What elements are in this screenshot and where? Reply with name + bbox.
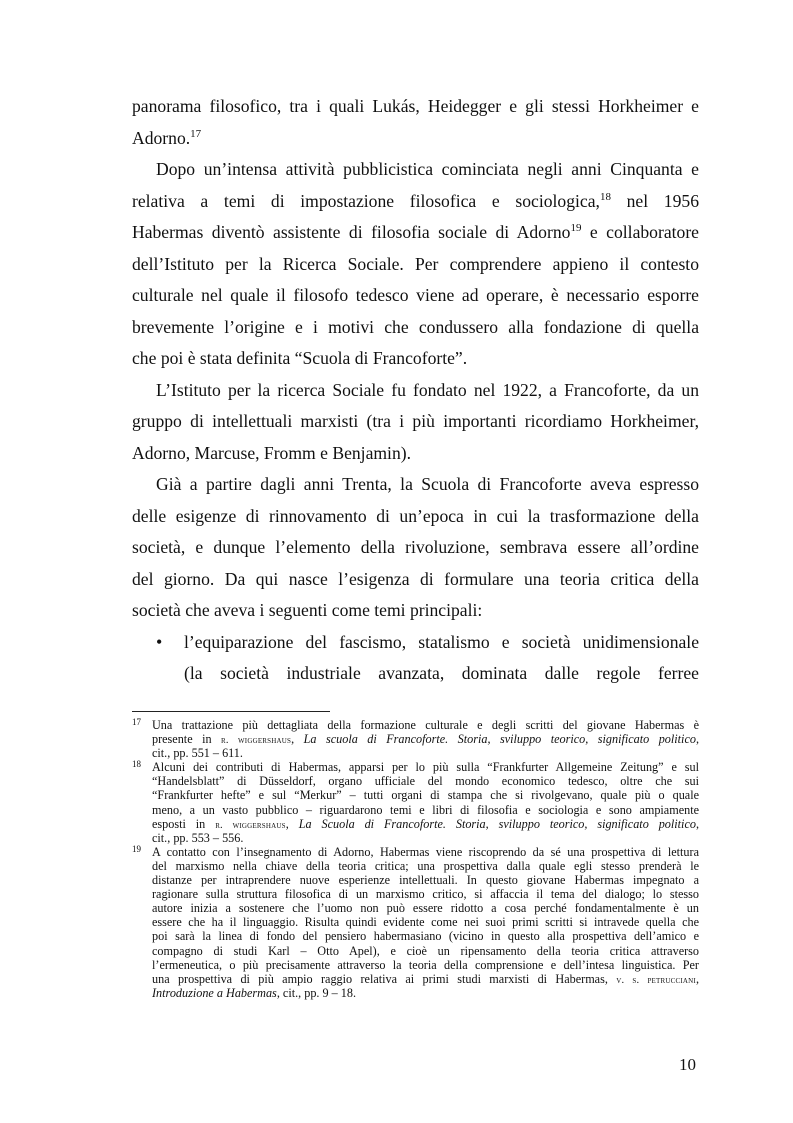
text-span: Adorno. (132, 127, 191, 148)
text-line: gruppo di intellettuali marxisti (tra i più importanti ricordiamo Horkheimer, (132, 411, 699, 431)
text-span: relativa a temi di impostazione filosofica e sociologica, (132, 190, 600, 211)
text-span: una prospettiva di più ampio raggio relativa ai primi studi marxisti di Habermas, (152, 971, 617, 986)
text-line: Adorno, Marcuse, Fromm e Benjamin). (132, 442, 412, 463)
author-name: v. s. petrucciani (616, 974, 696, 986)
book-title: Introduzione a Habermas (152, 985, 277, 1000)
footnote-line (152, 986, 699, 1000)
text-line: panorama filosofico, tra i quali Lukás, Heidegger e gli stessi Horkheimer e (132, 96, 699, 116)
text-line (132, 123, 699, 155)
author-name: r. wiggershaus (221, 735, 292, 747)
text-line: L’Istituto per la ricerca Sociale fu fondato nel 1922, a Francoforte, da un (156, 379, 699, 400)
text-line: Dopo un’intensa attività pubblicistica cominciata negli anni Cinquanta e (156, 159, 699, 179)
bullet-item (132, 627, 699, 659)
footnote-line: cit., pp. 553 – 556. (152, 830, 244, 845)
text-span: , (695, 732, 699, 747)
footnote-line: l’ermeneutica, o più precisamente attraverso la teoria della comprensione e dell’intesa linguistica. Per (152, 957, 699, 972)
footnote-line: “Handelsblatt” di Düsseldorf, organo ufficiale del mondo economico tedesco, oltre che sui (152, 774, 699, 789)
text-span: Habermas diventò assistente di filosofia sociale di Adorno (132, 222, 571, 242)
text-line: culturale nel quale il filosofo tedesco viene ad operare, è necessario esporre (132, 285, 699, 305)
footnote-ref-18[interactable]: 18 (599, 190, 611, 203)
text-span: nel 1956 (610, 190, 699, 211)
footnote-line: poi sarà la linea di fondo del pensiero habermasiano (vicino in questo alla prospettiva dell’amico e (152, 929, 699, 944)
footnote-line: distanze per intraprendere nuove esperienze intellettuali. In questo giovane Habermas impegnato a (152, 873, 699, 888)
footnote-number: 19 (132, 843, 141, 854)
text-line: brevemente l’origine e i motivi che condussero alla fondazione di quella (132, 316, 699, 337)
body-text (132, 91, 699, 690)
footnote-line: cit., pp. 551 – 611. (152, 746, 243, 761)
text-line: dell’Istituto per la Ricerca Sociale. Per comprendere appieno il contesto (132, 253, 699, 274)
text-span: e collaboratore (581, 222, 699, 242)
text-line: società che aveva i seguenti come temi principali: (132, 600, 483, 620)
footnote-line: presente in r. wiggershaus, La scuola di Francoforte. Storia, sviluppo teorico, significato politico, (152, 732, 699, 747)
text-span: , cit., pp. 9 – 18. (276, 985, 357, 1000)
footnote-line: ragionare sulla struttura filosofica di un marxismo critico, si affaccia il tema del dialogo; lo stesso (152, 887, 699, 902)
footnote-line: esposti in r. wiggershaus, La Scuola di Francoforte. Storia, sviluppo teorico, significato politico, (152, 816, 699, 831)
footnote-line: Una trattazione più dettagliata della formazione culturale e degli scritti del giovane Habermas è (152, 718, 699, 732)
footnote-line: del marxismo nella chiave della teoria critica; una prospettiva dalla quale egli stesso prenderà le (152, 858, 699, 873)
footnote-number: 18 (132, 759, 141, 770)
text-line: (la società industriale avanzata, dominata dalle regole ferree (184, 663, 699, 683)
footnote-17 (132, 718, 699, 760)
footnote-line (152, 972, 699, 986)
footnote-19 (132, 845, 699, 1000)
text-line: del giorno. Da qui nasce l’esigenza di formulare una teoria critica della (132, 568, 699, 589)
text-span: l’equiparazione del fascismo, statalismo e società unidimensionale (184, 631, 699, 652)
footnote-line: compagno di studi Karl – Otto Apel), e cioè un ripensamento della teoria critica attraverso (152, 943, 699, 958)
text-line: che poi è stata definita “Scuola di Francoforte”. (132, 348, 468, 368)
footnote-number: 17 (132, 717, 141, 727)
text-line (132, 217, 699, 249)
footnote-18 (132, 760, 699, 845)
text-span: presente in (152, 732, 222, 747)
page-number: 10 (679, 1055, 696, 1074)
footnote-line: “Frankfurter hefte” e sul “Merkur” – tutti organi di stampa che si rivolgevano, quale più o quale (152, 788, 699, 803)
text-span: esposti in (152, 816, 216, 831)
book-title: La Scuola di Francoforte. Storia, sviluppo teorico, significato politico (298, 816, 696, 831)
text-line: delle esigenze di rinnovamento di un’epoca in cui la trasformazione della (132, 505, 699, 526)
footnote-line: Alcuni dei contributi di Habermas, apparsi per lo più sulla “Frankfurter Allgemeine Zeitung” e sul (152, 760, 699, 775)
footnote-line: A contatto con l’insegnamento di Adorno, Habermas viene riscoprendo da sé una prospettiva di lettura (152, 844, 699, 859)
text-line: Già a partire dagli anni Trenta, la Scuola di Francoforte aveva espresso (156, 474, 699, 494)
book-title: La scuola di Francoforte. Storia, sviluppo teorico, significato politico (303, 732, 696, 747)
text-span: , (695, 971, 699, 986)
footnotes (132, 718, 699, 1000)
author-name: r. wiggershaus (215, 819, 286, 831)
footnote-line: autore inizia a sostenere che l’uomo non può essere ridotto a cosa perché fondamentalmente è un (152, 901, 699, 916)
bullet-icon: • (156, 631, 163, 652)
footnote-ref-19[interactable]: 19 (570, 222, 582, 234)
text-line (132, 186, 699, 218)
text-line: società, e dunque l’elemento della rivoluzione, sembrava essere all’ordine (132, 537, 699, 557)
footnote-line: essere che ha il linguaggio. Risulta quindi evidente come nei suoi primi scritti si intravede quella che (152, 915, 699, 930)
footnote-separator (132, 711, 330, 712)
footnote-line: meno, a un vasto pubblico – riguardarono temi e libri di filosofia e sociologia e sono ampiamente (152, 802, 699, 817)
text-span: , (695, 816, 699, 831)
footnote-ref-17[interactable]: 17 (190, 127, 202, 140)
